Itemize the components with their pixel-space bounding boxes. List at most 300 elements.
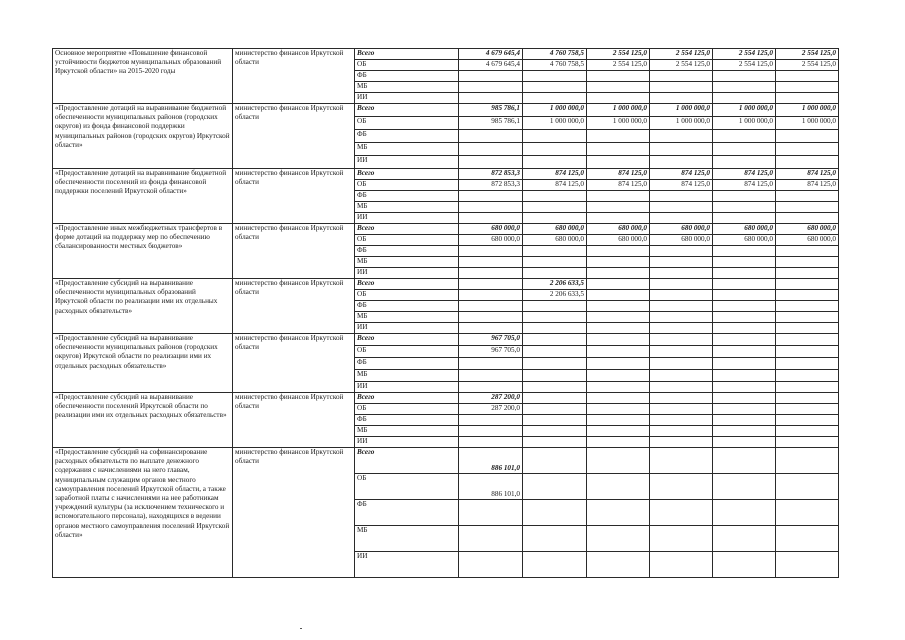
amount-cell: 2 554 125,0 [650, 49, 713, 60]
amount-cell [523, 448, 587, 474]
amount-cell [713, 358, 776, 370]
amount-cell [650, 301, 713, 312]
amount-cell [650, 93, 713, 104]
amount-cell: 680 000,0 [459, 235, 523, 246]
funding-source-cell: ФБ [355, 71, 459, 82]
funding-source-cell: Всего [355, 334, 459, 346]
amount-cell [776, 268, 839, 279]
amount-cell [650, 500, 713, 526]
funding-source-cell: ИИ [355, 93, 459, 104]
amount-cell: 4 760 758,5 [523, 49, 587, 60]
funding-source-cell: ОБ [355, 117, 459, 130]
activity-name-cell: «Предоставление дотаций на выравнивание бюджетной обеспеченности поселений из фонда финансовой поддержки поселений Иркутской области» [53, 169, 233, 224]
amount-cell: 680 000,0 [713, 235, 776, 246]
amount-cell: 874 125,0 [776, 180, 839, 191]
amount-cell [776, 156, 839, 169]
amount-cell [776, 426, 839, 437]
amount-cell [587, 370, 650, 382]
amount-cell [650, 370, 713, 382]
amount-cell [776, 301, 839, 312]
amount-cell [650, 246, 713, 257]
amount-cell [459, 382, 523, 393]
amount-cell: 680 000,0 [776, 235, 839, 246]
amount-cell: 287 200,0 [459, 393, 523, 404]
amount-cell [459, 246, 523, 257]
amount-cell: 680 000,0 [587, 224, 650, 235]
amount-cell [776, 323, 839, 334]
amount-cell [713, 257, 776, 268]
funding-source-cell: Всего [355, 49, 459, 60]
amount-cell [713, 370, 776, 382]
amount-cell: 1 000 000,0 [650, 117, 713, 130]
amount-cell [459, 213, 523, 224]
amount-cell [523, 404, 587, 415]
amount-cell [713, 82, 776, 93]
amount-cell [776, 552, 839, 578]
amount-cell: 2 554 125,0 [587, 60, 650, 71]
amount-cell: 1 000 000,0 [776, 117, 839, 130]
funding-source-cell: МБ [355, 143, 459, 156]
amount-cell [713, 346, 776, 358]
amount-cell [523, 191, 587, 202]
amount-cell [587, 93, 650, 104]
amount-cell [776, 382, 839, 393]
amount-cell: 2 554 125,0 [713, 49, 776, 60]
amount-cell [776, 290, 839, 301]
amount-cell [587, 346, 650, 358]
amount-cell [713, 279, 776, 290]
amount-cell: 4 679 645,4 [459, 60, 523, 71]
amount-cell [459, 290, 523, 301]
amount-cell [459, 71, 523, 82]
amount-cell [776, 415, 839, 426]
amount-cell: 2 554 125,0 [650, 60, 713, 71]
amount-cell [587, 82, 650, 93]
amount-cell [713, 552, 776, 578]
amount-cell: 287 200,0 [459, 404, 523, 415]
amount-cell [650, 526, 713, 552]
funding-source-cell: Всего [355, 393, 459, 404]
amount-cell: 2 554 125,0 [776, 60, 839, 71]
amount-cell [713, 448, 776, 474]
amount-cell [459, 257, 523, 268]
responsible-executor-cell: министерство финансов Иркутской области [233, 169, 355, 224]
amount-cell: 1 000 000,0 [587, 117, 650, 130]
table-row-total [53, 279, 839, 290]
amount-cell [459, 500, 523, 526]
funding-source-cell: МБ [355, 257, 459, 268]
table-row-total [53, 169, 839, 180]
amount-cell [713, 143, 776, 156]
activity-name-cell: «Предоставление дотаций на выравнивание бюджетной обеспеченности муниципальных районов (городских округов) из фонда финансовой поддержки муниципальных районов (городских округов) Иркутской области» [53, 104, 233, 169]
amount-cell [650, 143, 713, 156]
amount-cell [523, 382, 587, 393]
amount-cell [776, 93, 839, 104]
funding-source-cell: ОБ [355, 346, 459, 358]
amount-cell: 680 000,0 [587, 235, 650, 246]
amount-cell [650, 268, 713, 279]
funding-source-cell: МБ [355, 426, 459, 437]
amount-cell [523, 130, 587, 143]
amount-cell: 4 760 758,5 [523, 60, 587, 71]
amount-cell [587, 358, 650, 370]
funding-source-cell: Всего [355, 169, 459, 180]
amount-cell [776, 213, 839, 224]
amount-cell [713, 415, 776, 426]
funding-source-cell: МБ [355, 370, 459, 382]
amount-cell [776, 500, 839, 526]
amount-cell [587, 202, 650, 213]
amount-cell [587, 437, 650, 448]
amount-cell [459, 156, 523, 169]
amount-cell [523, 393, 587, 404]
amount-cell [459, 323, 523, 334]
table-row-total [53, 104, 839, 117]
funding-source-cell: ИИ [355, 213, 459, 224]
amount-cell [587, 312, 650, 323]
funding-source-cell: ИИ [355, 156, 459, 169]
amount-cell [587, 334, 650, 346]
amount-cell [650, 474, 713, 500]
amount-cell: 1 000 000,0 [713, 104, 776, 117]
amount-cell: 1 000 000,0 [523, 104, 587, 117]
amount-cell: 2 206 633,5 [523, 290, 587, 301]
amount-cell [776, 448, 839, 474]
amount-cell [713, 426, 776, 437]
amount-cell [587, 382, 650, 393]
funding-source-cell: ИИ [355, 382, 459, 393]
amount-cell [713, 301, 776, 312]
amount-cell [650, 382, 713, 393]
amount-cell [587, 500, 650, 526]
amount-cell [459, 82, 523, 93]
amount-cell [459, 370, 523, 382]
funding-source-cell: ИИ [355, 552, 459, 578]
amount-cell [713, 393, 776, 404]
amount-cell [523, 268, 587, 279]
amount-cell: 680 000,0 [523, 235, 587, 246]
amount-cell: 874 125,0 [776, 169, 839, 180]
amount-cell [459, 437, 523, 448]
amount-cell [650, 213, 713, 224]
amount-cell: 874 125,0 [587, 180, 650, 191]
funding-source-cell: ОБ [355, 404, 459, 415]
amount-cell [587, 301, 650, 312]
amount-cell [776, 370, 839, 382]
funding-source-cell: ОБ [355, 60, 459, 71]
activity-name-cell: «Предоставление иных межбюджетных трансфертов в форме дотаций на поддержку мер по обеспечению сбалансированности местных бюджетов» [53, 224, 233, 279]
amount-cell [587, 526, 650, 552]
activity-name-cell: «Предоставление субсидий на софинансирование расходных обязательств по выплате денежного содержания с начислениями на него главам, муниципальным служащим органов местного самоуправления поселений Иркутской области, а также заработной платы с начислениями на нее работникам учреждений культуры (за исключением технического и вспомогательного персонала), находящихся в ведении органов местного самоуправления поселений Иркутской области» [53, 448, 233, 578]
amount-cell [587, 323, 650, 334]
amount-cell [587, 404, 650, 415]
amount-cell [587, 246, 650, 257]
amount-cell [650, 290, 713, 301]
table-row-total [53, 334, 839, 346]
amount-cell [587, 71, 650, 82]
amount-cell [523, 526, 587, 552]
amount-cell [650, 82, 713, 93]
funding-source-cell: ФБ [355, 246, 459, 257]
amount-cell: 886 101,0 [459, 474, 523, 500]
amount-cell [650, 393, 713, 404]
amount-cell [523, 370, 587, 382]
amount-cell [776, 82, 839, 93]
funding-source-cell: ФБ [355, 415, 459, 426]
amount-cell: 874 125,0 [650, 180, 713, 191]
scan-speck [300, 628, 302, 629]
amount-cell [776, 71, 839, 82]
amount-cell [650, 426, 713, 437]
amount-cell [650, 279, 713, 290]
amount-cell [776, 257, 839, 268]
amount-cell [650, 552, 713, 578]
amount-cell: 874 125,0 [650, 169, 713, 180]
amount-cell: 680 000,0 [650, 235, 713, 246]
amount-cell [713, 71, 776, 82]
amount-cell: 680 000,0 [776, 224, 839, 235]
amount-cell: 680 000,0 [459, 224, 523, 235]
funding-source-cell: ФБ [355, 301, 459, 312]
amount-cell: 967 705,0 [459, 334, 523, 346]
amount-cell: 1 000 000,0 [713, 117, 776, 130]
amount-cell [650, 257, 713, 268]
amount-cell [713, 437, 776, 448]
funding-source-cell: ФБ [355, 191, 459, 202]
amount-cell [650, 71, 713, 82]
amount-cell [587, 130, 650, 143]
activity-name-cell: «Предоставление субсидий на выравнивание обеспеченности муниципальных образований Иркутской области по реализации ими их отдельных расходных обязательств» [53, 279, 233, 334]
amount-cell [459, 143, 523, 156]
amount-cell [587, 213, 650, 224]
amount-cell [650, 415, 713, 426]
responsible-executor-cell: министерство финансов Иркутской области [233, 448, 355, 578]
amount-cell [713, 130, 776, 143]
amount-cell [523, 312, 587, 323]
activity-name-cell: «Предоставление субсидий на выравнивание обеспеченности муниципальных районов (городских округов) Иркутской области по реализации ими их отдельных расходных обязательств» [53, 334, 233, 393]
amount-cell [776, 437, 839, 448]
amount-cell [713, 500, 776, 526]
funding-source-cell: ОБ [355, 290, 459, 301]
amount-cell: 967 705,0 [459, 346, 523, 358]
amount-cell [776, 312, 839, 323]
amount-cell [587, 393, 650, 404]
amount-cell [713, 191, 776, 202]
amount-cell [459, 312, 523, 323]
budget-program-table [52, 48, 839, 578]
funding-source-cell: ОБ [355, 235, 459, 246]
amount-cell: 1 000 000,0 [523, 117, 587, 130]
amount-cell [713, 312, 776, 323]
responsible-executor-cell: министерство финансов Иркутской области [233, 393, 355, 448]
amount-cell: 2 554 125,0 [587, 49, 650, 60]
amount-cell [523, 415, 587, 426]
amount-cell: 2 554 125,0 [713, 60, 776, 71]
amount-cell: 4 679 645,4 [459, 49, 523, 60]
amount-cell [713, 156, 776, 169]
amount-cell: 1 000 000,0 [587, 104, 650, 117]
amount-cell [776, 404, 839, 415]
table-row-total [53, 224, 839, 235]
funding-source-cell: ОБ [355, 180, 459, 191]
amount-cell [523, 426, 587, 437]
amount-cell [523, 213, 587, 224]
funding-source-cell: МБ [355, 526, 459, 552]
amount-cell [587, 191, 650, 202]
amount-cell [523, 156, 587, 169]
table-row-total [53, 49, 839, 60]
amount-cell: 886 101,0 [459, 448, 523, 474]
amount-cell [713, 213, 776, 224]
amount-cell [650, 156, 713, 169]
responsible-executor-cell: министерство финансов Иркутской области [233, 279, 355, 334]
responsible-executor-cell: министерство финансов Иркутской области [233, 49, 355, 104]
amount-cell [587, 156, 650, 169]
amount-cell [650, 202, 713, 213]
amount-cell: 2 554 125,0 [776, 49, 839, 60]
amount-cell [713, 268, 776, 279]
amount-cell: 874 125,0 [523, 180, 587, 191]
amount-cell [459, 526, 523, 552]
amount-cell [650, 404, 713, 415]
amount-cell [776, 526, 839, 552]
funding-source-cell: ФБ [355, 500, 459, 526]
amount-cell [523, 437, 587, 448]
amount-cell [459, 93, 523, 104]
table-row-total [53, 393, 839, 404]
amount-cell [523, 202, 587, 213]
activity-name-cell: Основное мероприятие «Повышение финансовой устойчивости бюджетов муниципальных образований Иркутской области» на 2015-2020 годы [53, 49, 233, 104]
funding-source-cell: Всего [355, 448, 459, 474]
amount-cell [459, 426, 523, 437]
funding-source-cell: Всего [355, 104, 459, 117]
amount-cell [459, 279, 523, 290]
funding-source-cell: ФБ [355, 130, 459, 143]
amount-cell [713, 246, 776, 257]
amount-cell [523, 474, 587, 500]
funding-source-cell: Всего [355, 279, 459, 290]
amount-cell: 874 125,0 [713, 180, 776, 191]
amount-cell: 985 786,1 [459, 117, 523, 130]
funding-source-cell: МБ [355, 82, 459, 93]
amount-cell: 985 786,1 [459, 104, 523, 117]
amount-cell [523, 500, 587, 526]
amount-cell [776, 358, 839, 370]
amount-cell [523, 552, 587, 578]
amount-cell [459, 130, 523, 143]
amount-cell [523, 143, 587, 156]
amount-cell: 874 125,0 [587, 169, 650, 180]
amount-cell [650, 346, 713, 358]
amount-cell [587, 143, 650, 156]
amount-cell [523, 93, 587, 104]
responsible-executor-cell: министерство финансов Иркутской области [233, 104, 355, 169]
amount-cell [523, 346, 587, 358]
amount-cell [713, 202, 776, 213]
amount-cell [650, 448, 713, 474]
amount-cell [523, 334, 587, 346]
amount-cell [650, 358, 713, 370]
amount-cell: 874 125,0 [713, 169, 776, 180]
amount-cell [459, 552, 523, 578]
amount-cell [587, 268, 650, 279]
funding-source-cell: ИИ [355, 323, 459, 334]
amount-cell [776, 130, 839, 143]
amount-cell [459, 415, 523, 426]
amount-cell [713, 323, 776, 334]
amount-cell [459, 268, 523, 279]
amount-cell [523, 82, 587, 93]
table-row-total [53, 448, 839, 474]
amount-cell [776, 279, 839, 290]
amount-cell [523, 246, 587, 257]
amount-cell: 680 000,0 [523, 224, 587, 235]
amount-cell: 872 853,3 [459, 180, 523, 191]
amount-cell [713, 290, 776, 301]
amount-cell [713, 404, 776, 415]
amount-cell [587, 448, 650, 474]
amount-cell [587, 474, 650, 500]
amount-cell [650, 312, 713, 323]
amount-cell [459, 202, 523, 213]
amount-cell [459, 301, 523, 312]
amount-cell [523, 301, 587, 312]
activity-name-cell: «Предоставление субсидий на выравнивание обеспеченности поселений Иркутской области по реализации ими их отдельных расходных обязательств» [53, 393, 233, 448]
amount-cell [523, 71, 587, 82]
amount-cell [650, 191, 713, 202]
amount-cell [650, 130, 713, 143]
amount-cell [459, 191, 523, 202]
amount-cell [587, 426, 650, 437]
amount-cell: 680 000,0 [650, 224, 713, 235]
amount-cell: 872 853,3 [459, 169, 523, 180]
amount-cell [587, 552, 650, 578]
amount-cell [713, 382, 776, 393]
funding-source-cell: МБ [355, 312, 459, 323]
funding-source-cell: Всего [355, 224, 459, 235]
amount-cell [776, 191, 839, 202]
funding-source-cell: ОБ [355, 474, 459, 500]
funding-source-cell: ИИ [355, 268, 459, 279]
amount-cell [713, 474, 776, 500]
amount-cell [459, 358, 523, 370]
amount-cell: 1 000 000,0 [650, 104, 713, 117]
amount-cell [523, 323, 587, 334]
amount-cell [776, 246, 839, 257]
responsible-executor-cell: министерство финансов Иркутской области [233, 334, 355, 393]
amount-cell [713, 334, 776, 346]
amount-cell [523, 257, 587, 268]
amount-cell [776, 346, 839, 358]
amount-cell [587, 415, 650, 426]
funding-source-cell: ФБ [355, 358, 459, 370]
amount-cell [587, 290, 650, 301]
amount-cell [587, 257, 650, 268]
amount-cell [650, 437, 713, 448]
amount-cell [650, 334, 713, 346]
amount-cell [776, 143, 839, 156]
amount-cell [713, 93, 776, 104]
amount-cell: 1 000 000,0 [776, 104, 839, 117]
amount-cell: 680 000,0 [713, 224, 776, 235]
amount-cell [650, 323, 713, 334]
amount-cell [776, 393, 839, 404]
funding-source-cell: МБ [355, 202, 459, 213]
funding-source-cell: ИИ [355, 437, 459, 448]
amount-cell [587, 279, 650, 290]
amount-cell [713, 526, 776, 552]
amount-cell [776, 474, 839, 500]
